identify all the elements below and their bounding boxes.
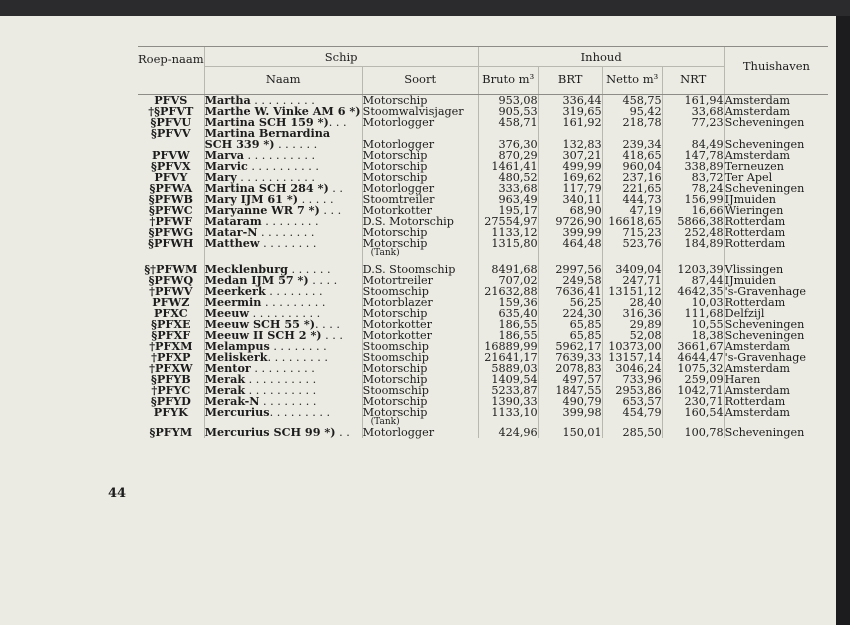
ship-type-text: D.S. Motorschip [362, 215, 454, 228]
nrt-value: 252,48 [662, 227, 724, 238]
home-port: Scheveningen [724, 427, 828, 438]
nrt-value: 10,03 [662, 297, 724, 308]
ship-type-text: Motorkotter [362, 204, 432, 217]
nrt-value: 4644,47 [662, 352, 724, 363]
brt-value: 65,85 [538, 330, 602, 341]
netto-value: 2953,86 [602, 385, 662, 396]
bruto-value: 635,40 [478, 308, 538, 319]
ship-type-text: D.S. Stoomschip [362, 263, 456, 276]
ship-name-text: Mentor [204, 361, 251, 375]
bruto-value: 707,02 [478, 275, 538, 286]
ship-name-text: Mercurius SCH 99 *) [204, 425, 336, 439]
col-header-netto: Netto m³ [602, 67, 662, 95]
brt-value: 490,79 [538, 396, 602, 407]
bruto-value: 333,68 [478, 183, 538, 194]
bruto-value: 8491,68 [478, 264, 538, 275]
ship-name-text: Meeuw [204, 306, 250, 320]
ship-type-text: Stoomtreiler [362, 193, 435, 206]
netto-value: 960,04 [602, 161, 662, 172]
ship-type-text: Stoomschip [362, 285, 429, 298]
ship-name-text: Matthew [204, 236, 260, 250]
bruto-value: 195,17 [478, 205, 538, 216]
nrt-value: 77,23 [662, 117, 724, 128]
col-header-inhoud: Inhoud [478, 47, 724, 67]
home-port: Rotterdam [724, 227, 828, 238]
leader-dots: . . . . . . . . [259, 237, 317, 250]
nrt-value: 156,99 [662, 194, 724, 205]
netto-value: 3409,04 [602, 264, 662, 275]
leader-dots: . . [335, 426, 350, 439]
bruto-value: 16889,99 [478, 341, 538, 352]
brt-value: 5962,17 [538, 341, 602, 352]
nrt-value: 259,09 [662, 374, 724, 385]
leader-dots: . . . [321, 329, 343, 342]
brt-value: 307,21 [538, 150, 602, 161]
netto-value: 458,75 [602, 95, 662, 107]
table-body [138, 95, 828, 439]
ship-type-text: Motorschip [362, 395, 428, 408]
nrt-value: 1075,32 [662, 363, 724, 374]
call-sign: †PFXW [149, 361, 193, 375]
netto-value: 316,36 [602, 308, 662, 319]
netto-value: 10373,00 [602, 341, 662, 352]
ship-type-text: Stoomschip [362, 384, 429, 397]
home-port: IJmuiden [724, 194, 828, 205]
netto-value: 13151,12 [602, 286, 662, 297]
bruto-value: 953,08 [478, 95, 538, 107]
netto-value: 221,65 [602, 183, 662, 194]
bruto-value: 21632,88 [478, 286, 538, 297]
ship-name-text: Meeuw II SCH 2 *) [204, 328, 322, 342]
home-port: Scheveningen [724, 139, 828, 150]
home-port: Amsterdam [724, 95, 828, 107]
call-sign: †§PFVT [148, 104, 194, 118]
ship-name-text: Meliskerk [204, 350, 268, 364]
bruto-value: 5233,87 [478, 385, 538, 396]
nrt-value: 3661,67 [662, 341, 724, 352]
brt-value: 399,98 [538, 407, 602, 427]
call-sign: †PFWV [149, 284, 193, 298]
home-port: IJmuiden [724, 275, 828, 286]
call-sign: §PFXE [151, 317, 191, 331]
leader-dots: . . . . . . . . . . . [236, 171, 315, 184]
ship-type-text: Motorschip [362, 237, 428, 250]
call-sign: †PFWF [149, 214, 193, 228]
ship-type [362, 238, 478, 258]
col-header-thuishaven: Thuishaven [724, 47, 828, 95]
nrt-value: 184,89 [662, 238, 724, 258]
bruto-value: 458,71 [478, 117, 538, 128]
nrt-value: 160,54 [662, 407, 724, 427]
call-sign: §PFWH [148, 236, 194, 250]
leader-dots: . . . . . . . . . [250, 94, 315, 107]
call-sign: §PFWA [149, 181, 193, 195]
nrt-value: 87,44 [662, 275, 724, 286]
netto-value: 454,79 [602, 407, 662, 427]
col-header-roepnaam: Roep-naam [138, 47, 204, 95]
call-sign: PFYK [153, 405, 188, 419]
bruto-value: 21641,17 [478, 352, 538, 363]
bruto-value: 159,36 [478, 297, 538, 308]
ship-name-text: Matar-N [204, 225, 258, 239]
ship-type-text: Motorschip [362, 94, 428, 107]
ship-name-text: Marvic [204, 159, 248, 173]
ship-name-text: Martina Bernardina [204, 126, 331, 140]
brt-value: 161,92 [538, 117, 602, 128]
ship-type-text: Motorkotter [362, 329, 432, 342]
netto-value: 29,89 [602, 319, 662, 330]
call-sign: §PFYM [149, 425, 193, 439]
home-port: Scheveningen [724, 319, 828, 330]
ship-name-text: Maryanne WR 7 *) [204, 203, 320, 217]
netto-value: 653,57 [602, 396, 662, 407]
netto-value: 418,65 [602, 150, 662, 161]
ship-type-text: Motorschip [362, 171, 428, 184]
call-sign: §PFVU [150, 115, 192, 129]
bruto-value: 186,55 [478, 330, 538, 341]
leader-dots: . . . . . . . . . . [247, 160, 319, 173]
bruto-value: 1409,54 [478, 374, 538, 385]
brt-value: 336,44 [538, 95, 602, 107]
ship-type-text: Stoomwalvisjager [362, 105, 464, 118]
home-port: Terneuzen [724, 161, 828, 172]
home-port: Delfzijl [724, 308, 828, 319]
home-port: Amsterdam [724, 341, 828, 352]
call-sign: †PFXM [149, 339, 193, 353]
call-sign: §PFWG [148, 225, 193, 239]
netto-value: 523,76 [602, 238, 662, 258]
ship-name-text: Merak-N [204, 394, 260, 408]
home-port: Rotterdam [724, 216, 828, 227]
ship-name-text: Meeuw SCH 55 *) [204, 317, 316, 331]
call-sign: §PFWC [148, 203, 193, 217]
netto-value: 13157,14 [602, 352, 662, 363]
leader-dots: . . . . [315, 318, 340, 331]
ship-type-text: Motorlogger [362, 116, 435, 129]
call-sign: §PFXF [151, 328, 191, 342]
nrt-value: 84,49 [662, 139, 724, 150]
nrt-value: 100,78 [662, 427, 724, 438]
brt-value: 2997,56 [538, 264, 602, 275]
netto-value: 28,40 [602, 297, 662, 308]
ship-type-text: Stoomschip [362, 351, 429, 364]
nrt-value: 16,66 [662, 205, 724, 216]
col-header-soort: Soort [362, 67, 478, 95]
call-sign: §PFYD [150, 394, 191, 408]
ship-name-text: Mecklenburg [204, 262, 288, 276]
netto-value: 3046,24 [602, 363, 662, 374]
page-number: 44 [108, 486, 127, 501]
page-edge [836, 16, 850, 625]
bruto-value: 1461,41 [478, 161, 538, 172]
leader-dots: . . . . . . . . . [250, 362, 315, 375]
leader-dots: . . . . . . . . [261, 215, 319, 228]
ship-type-text: Stoomschip [362, 340, 429, 353]
ship-register-table [138, 46, 828, 438]
ship-name [204, 427, 362, 438]
bruto-value: 1133,12 [478, 227, 538, 238]
brt-value: 499,99 [538, 161, 602, 172]
col-header-brt: BRT [538, 67, 602, 95]
call-sign: PFVS [154, 93, 188, 107]
nrt-value: 83,72 [662, 172, 724, 183]
netto-value: 47,19 [602, 205, 662, 216]
netto-value: 237,16 [602, 172, 662, 183]
nrt-value: 230,71 [662, 396, 724, 407]
nrt-value: 5866,38 [662, 216, 724, 227]
ship-name-text: Mataram [204, 214, 262, 228]
netto-value: 239,34 [602, 139, 662, 150]
col-header-bruto: Bruto m³ [478, 67, 538, 95]
ship-type [362, 117, 478, 128]
call-sign: §PFVX [151, 159, 191, 173]
brt-value: 399,99 [538, 227, 602, 238]
ship-type-text: Motorschip [362, 406, 428, 419]
nrt-value: 147,78 [662, 150, 724, 161]
ship-type-text: Motorschip [362, 149, 428, 162]
brt-value: 464,48 [538, 238, 602, 258]
nrt-value: 33,68 [662, 106, 724, 117]
bruto-value: 376,30 [478, 139, 538, 150]
netto-value: 218,78 [602, 117, 662, 128]
ship-name-text: Meerkerk [204, 284, 266, 298]
nrt-value: 1203,39 [662, 264, 724, 275]
call-sign: PFVY [154, 170, 188, 184]
bruto-value: 963,49 [478, 194, 538, 205]
ship-name [204, 407, 362, 427]
leader-dots: . . . . . . . . . [261, 296, 326, 309]
ship-type [362, 407, 478, 427]
ship-name-text: SCH 339 *) [204, 137, 275, 151]
brt-value: 497,57 [538, 374, 602, 385]
brt-value: 2078,83 [538, 363, 602, 374]
call-sign: §PFWQ [148, 273, 194, 287]
call-sign: §†PFWM [144, 262, 198, 276]
home-port: Amsterdam [724, 385, 828, 396]
col-header-naam: Naam [204, 67, 362, 95]
ship-type-text: Motorschip [362, 226, 428, 239]
ship-type [362, 427, 478, 438]
ship-type-text: Motorlogger [362, 138, 435, 151]
table-row [138, 238, 828, 258]
bruto-value: 1315,80 [478, 238, 538, 258]
call-sign: §PFYB [151, 372, 191, 386]
home-port: Amsterdam [724, 106, 828, 117]
table-row [138, 427, 828, 438]
leader-dots: . . . . . . . . [265, 285, 323, 298]
leader-dots: . . . . . . [274, 138, 318, 151]
netto-value: 16618,65 [602, 216, 662, 227]
brt-value: 132,83 [538, 139, 602, 150]
ship-name-text: Meermin [204, 295, 262, 309]
ship-name [204, 238, 362, 258]
leader-dots: . . . . . . . . [257, 226, 315, 239]
ship-name-text: Marva [204, 148, 244, 162]
bruto-value: 1390,33 [478, 396, 538, 407]
brt-value: 65,85 [538, 319, 602, 330]
brt-value: 224,30 [538, 308, 602, 319]
leader-dots: . . . . . . . . . . [249, 307, 321, 320]
nrt-value: 111,68 [662, 308, 724, 319]
home-port: 's-Gravenhage [724, 286, 828, 297]
ship-name-text: Martina SCH 284 *) [204, 181, 329, 195]
leader-dots: . . . . . . [287, 263, 331, 276]
leader-dots: . . . . . . . . . . [245, 384, 317, 397]
nrt-value: 4642,35 [662, 286, 724, 297]
ship-name-text: Mary IJM 61 *) [204, 192, 299, 206]
brt-value: 319,65 [538, 106, 602, 117]
bruto-value: 186,55 [478, 319, 538, 330]
nrt-value: 10,55 [662, 319, 724, 330]
ship-type-text: Motorblazer [362, 296, 433, 309]
home-port: Scheveningen [724, 117, 828, 128]
leader-dots: . . . . . . . . [259, 395, 317, 408]
bruto-value: 5889,03 [478, 363, 538, 374]
leader-dots: . . . [328, 116, 347, 129]
call-sign: §PFVV [151, 126, 191, 140]
nrt-value: 338,89 [662, 161, 724, 172]
brt-value: 56,25 [538, 297, 602, 308]
leader-dots: . . . . . . . . . . [245, 373, 317, 386]
home-port: Rotterdam [724, 396, 828, 407]
ship-type-subnote: (Tank) [370, 248, 400, 258]
ship-type-text: Motorschip [362, 160, 428, 173]
home-port: Rotterdam [724, 238, 828, 258]
ship-name-text: Medan IJM 57 *) [204, 273, 309, 287]
call-sign: PFVW [152, 148, 190, 162]
call-sign: PFXC [153, 306, 188, 320]
netto-value: 285,50 [602, 427, 662, 438]
home-port: Vlissingen [724, 264, 828, 275]
call-sign: PFWZ [152, 295, 190, 309]
ship-type-text: Motorschip [362, 307, 428, 320]
ship-type-text: Motorlogger [362, 426, 435, 439]
netto-value: 715,23 [602, 227, 662, 238]
ship-name-text: Martha [204, 93, 251, 107]
brt-value: 249,58 [538, 275, 602, 286]
netto-value: 247,71 [602, 275, 662, 286]
ship-name-text: Mercurius [204, 405, 270, 419]
brt-value: 1847,55 [538, 385, 602, 396]
netto-value: 733,96 [602, 374, 662, 385]
leader-dots: . . [328, 182, 343, 195]
ship-name-text: Melampus [204, 339, 270, 353]
bruto-value: 870,29 [478, 150, 538, 161]
home-port: Amsterdam [724, 407, 828, 427]
nrt-value: 161,94 [662, 95, 724, 107]
call-sign: §PFWB [148, 192, 193, 206]
ship-type-text: Motorschip [362, 373, 428, 386]
leader-dots: . . . [319, 204, 342, 217]
home-port: Amsterdam [724, 150, 828, 161]
ship-name-text: Marthe W. Vinke AM 6 *) [204, 104, 361, 118]
home-port: 's-Gravenhage [724, 352, 828, 363]
brt-value: 117,79 [538, 183, 602, 194]
ship-type-text: Motorschip [362, 362, 428, 375]
ship-name-text: Mary [204, 170, 237, 184]
nrt-value: 78,24 [662, 183, 724, 194]
nrt-value: 18,38 [662, 330, 724, 341]
home-port: Amsterdam [724, 363, 828, 374]
netto-value: 444,73 [602, 194, 662, 205]
table-row [138, 407, 828, 427]
nrt-value: 1042,71 [662, 385, 724, 396]
ship-name-text: Martina SCH 159 *) [204, 115, 329, 129]
brt-value: 150,01 [538, 427, 602, 438]
leader-dots: . . . . . . . . [269, 340, 327, 353]
call-sign: †PFXP [151, 350, 191, 364]
home-port: Scheveningen [724, 183, 828, 194]
bruto-value: 1133,10 [478, 407, 538, 427]
ship-type-text: Motorlogger [362, 182, 435, 195]
ship-name-text: Merak [204, 372, 246, 386]
ship-type-subnote: (Tank) [370, 417, 400, 427]
bruto-value: 424,96 [478, 427, 538, 438]
ship-type-text: Motortreiler [362, 274, 434, 287]
leader-dots: . . . . . . . . . [267, 351, 328, 364]
home-port: Scheveningen [724, 330, 828, 341]
brt-value: 340,11 [538, 194, 602, 205]
leader-dots: . . . . . . . . . [269, 406, 331, 419]
col-header-nrt: NRT [662, 67, 724, 95]
brt-value: 7639,33 [538, 352, 602, 363]
brt-value: 169,62 [538, 172, 602, 183]
brt-value: 9726,90 [538, 216, 602, 227]
bruto-value: 27554,97 [478, 216, 538, 227]
ship-type-text: Motorkotter [362, 318, 432, 331]
home-port: Wieringen [724, 205, 828, 216]
bruto-value: 480,52 [478, 172, 538, 183]
brt-value: 68,90 [538, 205, 602, 216]
col-header-schip: Schip [204, 47, 478, 67]
netto-value: 52,08 [602, 330, 662, 341]
brt-value: 7636,41 [538, 286, 602, 297]
leader-dots: . . . . . [298, 193, 334, 206]
home-port: Ter Apel [724, 172, 828, 183]
home-port: Rotterdam [724, 297, 828, 308]
netto-value: 95,42 [602, 106, 662, 117]
home-port: Haren [724, 374, 828, 385]
ship-name-text: Merak [204, 383, 246, 397]
leader-dots: . . . . [308, 274, 338, 287]
leader-dots: . . . . . . . . . . [243, 149, 316, 162]
call-sign: †PFYC [151, 383, 191, 397]
bruto-value: 905,53 [478, 106, 538, 117]
